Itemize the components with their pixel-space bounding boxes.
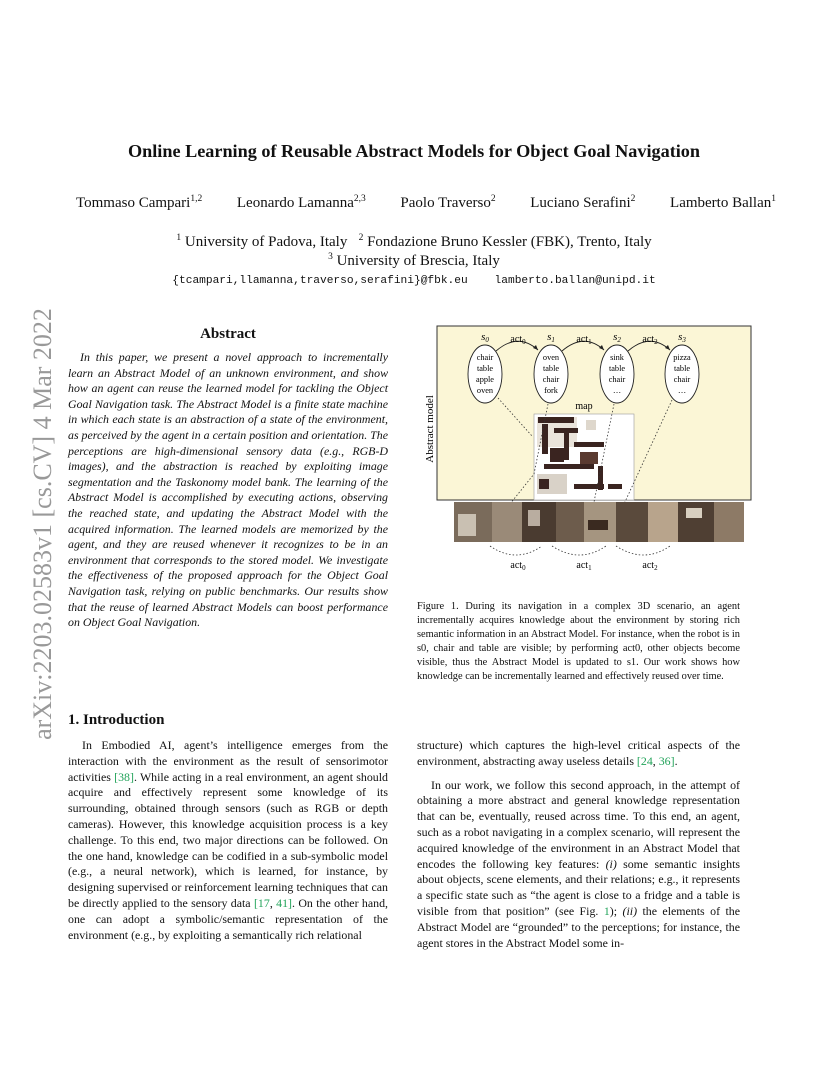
- citation-link[interactable]: [24: [636, 753, 653, 768]
- author: Leonardo Lamanna$^{2,3}$: [236, 194, 366, 211]
- author: Lamberto Ballan$^1$: [670, 194, 776, 211]
- floor-plan-map: [534, 414, 634, 500]
- svg-text:oven: oven: [476, 386, 494, 395]
- bottom-arrow-act2: [616, 546, 670, 555]
- act2-label-bottom: act$_2$: [642, 560, 658, 572]
- act2-label-top: act$_2$: [642, 334, 658, 346]
- author: Luciano Serafini$^2$: [530, 194, 636, 211]
- svg-text:…: …: [612, 386, 622, 395]
- bottom-arrow-act1: [552, 546, 606, 555]
- figure-1: [424, 324, 754, 574]
- svg-text:oven: oven: [542, 353, 560, 362]
- svg-text:sink: sink: [610, 353, 624, 362]
- intro-paragraph-continued: structure) which captures the high-level critical aspects of the environment, abstracting away useless details [24, 36].: [417, 738, 740, 768]
- abstract-body: [68, 350, 388, 631]
- svg-text:chair: chair: [673, 375, 691, 384]
- svg-text:pizza: pizza: [673, 353, 691, 362]
- abstract-model-label: Abstract model: [424, 395, 436, 463]
- section-heading-introduction: 1. Introduction: [68, 712, 165, 728]
- svg-text:chair: chair: [608, 375, 626, 384]
- svg-text:fork: fork: [544, 386, 558, 395]
- citation-link[interactable]: 41]: [276, 895, 293, 910]
- bottom-arrow-act0: [490, 546, 542, 555]
- intro-paragraph-2: In our work, we follow this second approach, in the attempt of obtaining a more abstract and general knowledge representation that can be, eventually, reused across time. To this end, an agent, such as a robot navigating in a complex scenario, will represent the acquired knowledge of the environment in an Abstract Model that encodes the following key features: (i) some semantic insights about objects, scene elements, and their relations; e.g., it represents a specific state such as “the agent is close to a fridge and a table is visible from that position” (see Fig. 1); (ii) the elements of the Abstract Model are “grounded” to the perceptions; for instance, the agent stores in the Abstract Model some in-: [417, 777, 740, 950]
- author-list: [76, 195, 776, 212]
- svg-text:…: …: [677, 386, 687, 395]
- act1-label-bottom: act$_1$: [576, 560, 592, 572]
- author: Tommaso Campari$^{1,2}$: [76, 194, 203, 211]
- intro-paragraph-1: In Embodied AI, agent’s intelligence emerges from the interaction with the environment as the result of sensorimotor activities [38]. While acting in a real environment, an agent should acquire and effectively represent some knowledge of its surrounding, obtained through sensors (such as RGB or depth cameras). However, this knowledge acquisition process is a key challenge. To this end, two major directions can be followed. On the one hand, knowledge can be codified in a sub-symbolic model (e.g., a neural network), which is learned, for instance, by designing supervised or reinforcement learning techniques that can be directly applied to the sensory data [17, 41]. On the other hand, one can adopt a symbolic/semantic representation of the environment (e.g., by exploiting a semantically rich relational: [68, 738, 388, 942]
- citation-link[interactable]: [17: [253, 895, 270, 910]
- abstract-text: In this paper, we present a novel approach to incrementally learn an Abstract Model of an unknown environment, and show how an agent can reuse the learned model for tackling the Object Goal Navigation task. The Abstract Model is a finite state machine in which each state is an abstraction of a state of the environment, as perceived by the agent in a certain position and orientation. The perceptions are high-dimensional sensory data (e.g., RGB-D images), and the abstraction is reached by exploiting image segmentation and the Taskonomy model bank. The learning of the Abstract Model is accomplished by executing actions, observing the reached state, and updating the Abstract Model with the acquired information. The learned models are memorized by the agent, and they are reused whenever it recognizes to be in an environment that corresponds to the stored model. We investigate the effectiveness of the proposed approach for the Object Goal Navigation task, relying on public benchmarks. Our results show that the reuse of learned Abstract Models can boost performance on Object Goal Navigation.: [68, 350, 388, 630]
- figure-1-caption: Figure 1. During its navigation in a complex 3D scenario, an agent incrementally acquires knowledge about the environment by storing rich semantic information in an Abstract Model. For instance, when the robot is in s0, chair and table are visible; by performing act0, other objects become visible, thus the Abstract Model is updated to s1. Our work shows how knowledge can be incrementally learned and effectively reused over time.: [417, 601, 740, 683]
- citation-link[interactable]: 36]: [658, 753, 675, 768]
- act0-label-bottom: act$_0$: [510, 560, 526, 572]
- intro-left-column: [68, 738, 388, 943]
- figure-reference-link[interactable]: 1: [603, 903, 610, 918]
- svg-text:chair: chair: [542, 375, 560, 384]
- author-emails: {tcampari,llamanna,traverso,serafini}@fbk.eu lamberto.ballan@unipd.it: [172, 275, 656, 287]
- map-label: map: [575, 401, 593, 412]
- rgb-observation-strip: [454, 502, 744, 542]
- author: Paolo Traverso$^2$: [400, 194, 496, 211]
- arxiv-stamp: arXiv:2203.02583v1 [cs.CV] 4 Mar 2022: [28, 308, 57, 740]
- svg-text:table: table: [476, 364, 494, 373]
- svg-text:table: table: [542, 364, 560, 373]
- act1-label-top: act$_1$: [576, 334, 592, 346]
- svg-text:chair: chair: [476, 353, 494, 362]
- affiliation-line-1: $^1$ University of Padova, Italy $^2$ Fondazione Bruno Kessler (FBK), Trento, Italy: [176, 233, 652, 250]
- paper-title: Online Learning of Reusable Abstract Models for Object Goal Navigation: [127, 141, 701, 161]
- intro-right-column: [417, 738, 740, 951]
- svg-text:s1: s1: [547, 331, 555, 344]
- affiliation-line-2: $^3$ University of Brescia, Italy: [328, 252, 500, 269]
- act0-label-top: act$_0$: [510, 334, 526, 346]
- svg-text:apple: apple: [476, 375, 494, 384]
- svg-text:table: table: [608, 364, 626, 373]
- svg-text:s3: s3: [678, 331, 686, 344]
- svg-text:s2: s2: [613, 331, 621, 344]
- abstract-heading: Abstract: [200, 326, 256, 342]
- citation-link[interactable]: [38]: [114, 769, 134, 784]
- svg-text:table: table: [673, 364, 691, 373]
- svg-text:s0: s0: [481, 331, 489, 344]
